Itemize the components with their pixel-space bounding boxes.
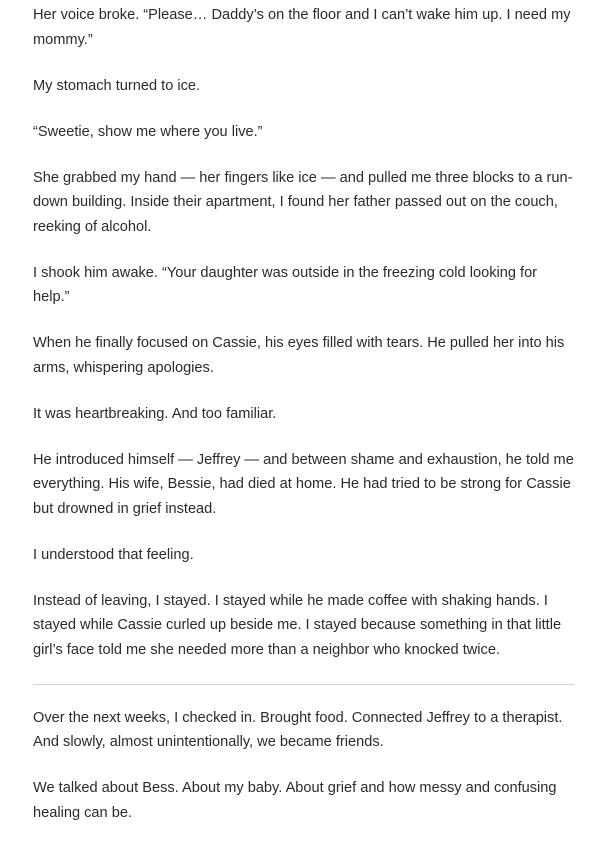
paragraph: She grabbed my hand — her fingers like ice — and pulled me three blocks to a run-down building. Inside their apartment, I found her father passed out on the couch, reeking of alcohol. [33, 169, 573, 235]
paragraph: I understood that feeling. [33, 546, 194, 563]
paragraph: We talked about Bess. About my baby. About grief and how messy and confusing healing can be. [33, 780, 557, 821]
section-divider [33, 684, 574, 685]
paragraph: Over the next weeks, I checked in. Brought food. Connected Jeffrey to a therapist. And slowly, almost unintentionally, we became friends. [33, 709, 563, 750]
article-body [33, 3, 577, 847]
paragraph: My stomach turned to ice. [33, 77, 201, 94]
paragraph: I shook him awake. “Your daughter was outside in the freezing cold looking for help.” [33, 264, 538, 305]
paragraph: Instead of leaving, I stayed. I stayed while he made coffee with shaking hands. I stayed while Cassie curled up beside me. I stayed because something in that little girl’s face told me she needed more than a neighbor who knocked twice. [33, 592, 562, 658]
paragraph: “Sweetie, show me where you live.” [33, 123, 263, 140]
paragraph: He introduced himself — Jeffrey — and between shame and exhaustion, he told me everything. His wife, Bessie, had died at home. He had tried to be strong for Cassie but drowned in grief instead. [33, 451, 574, 517]
paragraph: When he finally focused on Cassie, his eyes filled with tears. He pulled her into his arms, whispering apologies. [33, 335, 565, 376]
paragraph: It was heartbreaking. And too familiar. [33, 405, 277, 422]
paragraph: Her voice broke. “Please… Daddy’s on the floor and I can’t wake him up. I need my mommy.” [33, 7, 571, 48]
